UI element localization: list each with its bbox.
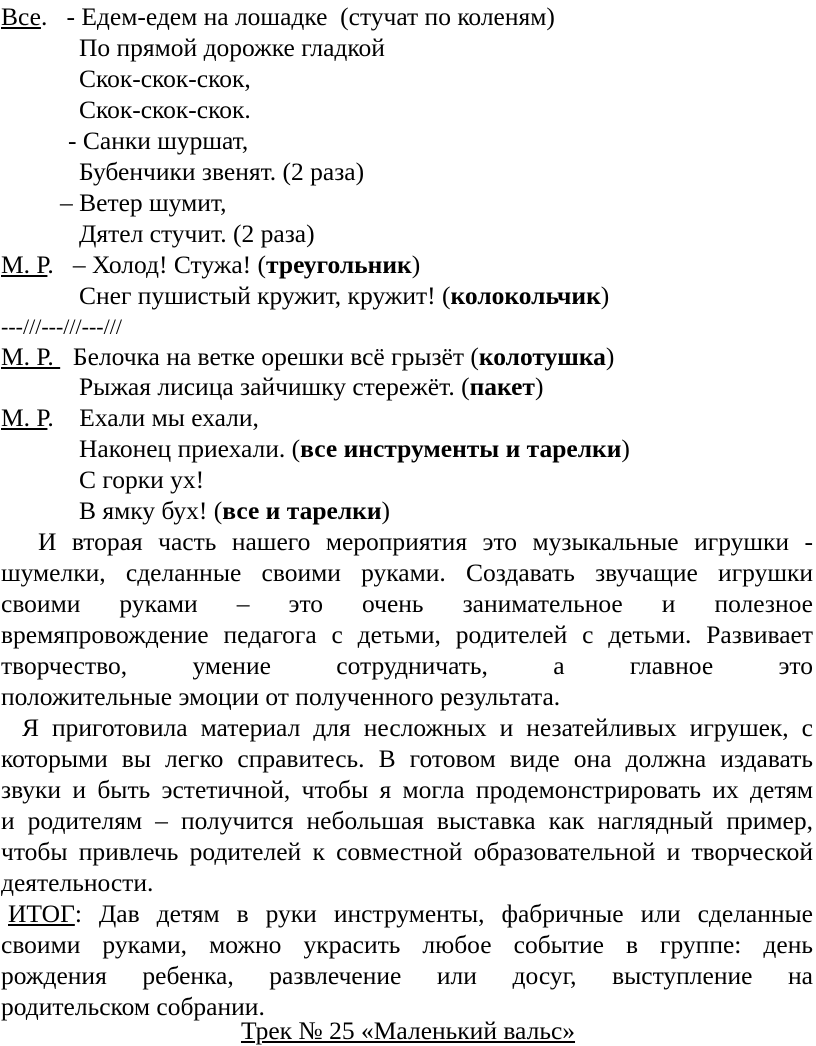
instrument-name: все и тарелки xyxy=(222,496,382,525)
mr3-line-4-text: В ямку бух! ( xyxy=(79,496,223,525)
para2-line: звуки и быть эстетичной, чтобы я могла продемонстрировать их детям xyxy=(1,775,813,804)
song-line: Бубенчики звенят. (2 раза) xyxy=(79,157,365,186)
mr1-line-1-text: . – Холод! Стужа! ( xyxy=(47,250,267,279)
paren: ) xyxy=(381,496,391,525)
para2-line: которыми вы легко справитесь. В готовом виде она должна издавать xyxy=(1,744,813,773)
itog-line-1 xyxy=(8,899,813,929)
para2-line: чтобы привлечь родителей к совместной образовательной и творческой xyxy=(1,837,813,866)
instrument-name: колокольчик xyxy=(450,281,601,310)
itog-line: родительском собрании. xyxy=(1,992,265,1021)
mr1-line-2-text: Снег пушистый кружит, кружит! ( xyxy=(79,281,451,310)
song-line: – Ветер шумит, xyxy=(60,188,227,217)
song-line-1-text: . - Едем-едем на лошадке (стучат по коленям) xyxy=(40,2,555,31)
mr3-line-1-text: . Ехали мы ехали, xyxy=(47,403,259,432)
para1-line: шумелки, сделанные своими руками. Создавать звучащие игрушки xyxy=(1,558,813,587)
itog-line: своими руками, можно украсить любое событие в группе: день xyxy=(1,930,813,959)
speaker-mr: М. Р. xyxy=(1,342,61,371)
song-line: - Санки шуршат, xyxy=(68,126,249,155)
mr2-line-2-text: Рыжая лисица зайчишку стережёт. ( xyxy=(79,372,470,401)
instrument-name: пакет xyxy=(469,372,535,401)
mr2-line-2 xyxy=(79,372,816,402)
mr1-line-1 xyxy=(1,250,816,280)
paren: ) xyxy=(411,250,421,279)
para2-line: деятельности. xyxy=(1,868,154,897)
para2-line: Я приготовила материал для несложных и незатейливых игрушек, с xyxy=(22,713,813,742)
separator: ---///---///---/// xyxy=(1,314,122,339)
para1-line: И вторая часть нашего мероприятия это музыкальные игрушки - xyxy=(38,527,813,556)
mr1-line-2 xyxy=(79,281,816,311)
itog-line-1-text: : Дав детям в руки инструменты, фабричные или сделанные xyxy=(74,899,813,928)
mr2-line-1-text: Белочка на ветке орешки всё грызёт ( xyxy=(60,342,479,371)
instrument-name: треугольник xyxy=(266,250,412,279)
speaker-mr: М. Р xyxy=(1,250,48,279)
instrument-name: все инструменты и тарелки xyxy=(300,434,622,463)
para1-line: творчество, умение сотрудничать, а главное это xyxy=(1,651,813,680)
mr3-line-3: С горки ух! xyxy=(79,465,205,494)
itog-line: рождения ребенка, развлечение или досуг, выступление на xyxy=(1,961,813,990)
para1-line: своими руками – это очень занимательное и полезное xyxy=(1,589,813,618)
song-line: Скок-скок-скок. xyxy=(79,95,251,124)
paren: ) xyxy=(600,281,610,310)
speaker-all: Все xyxy=(1,2,41,31)
song-line-1 xyxy=(1,2,816,32)
song-line: Дятел стучит. (2 раза) xyxy=(79,219,315,248)
paren: ) xyxy=(621,434,630,463)
paren: ) xyxy=(605,342,615,371)
speaker-mr: М. Р xyxy=(1,403,48,432)
instrument-name: колотушка xyxy=(478,342,606,371)
mr3-line-2-text: Наконец приехали. ( xyxy=(79,434,301,463)
itog-label: ИТОГ xyxy=(8,899,75,928)
mr2-line-1 xyxy=(1,342,816,372)
mr3-line-4 xyxy=(79,496,816,526)
mr3-line-1 xyxy=(1,403,816,433)
para2-line: и родителям – получится небольшая выставка как наглядный пример, xyxy=(1,806,813,835)
mr3-line-2 xyxy=(79,434,816,464)
para1-line: времяпровождение педагога с детьми, родителей с детьми. Развивает xyxy=(1,620,813,649)
song-line: Скок-скок-скок, xyxy=(79,64,251,93)
para1-line: положительные эмоции от полученного результата. xyxy=(1,682,561,711)
song-line: По прямой дорожке гладкой xyxy=(79,33,385,62)
paren: ) xyxy=(534,372,544,401)
track-title: Трек № 25 «Маленький вальс» xyxy=(240,1016,576,1045)
